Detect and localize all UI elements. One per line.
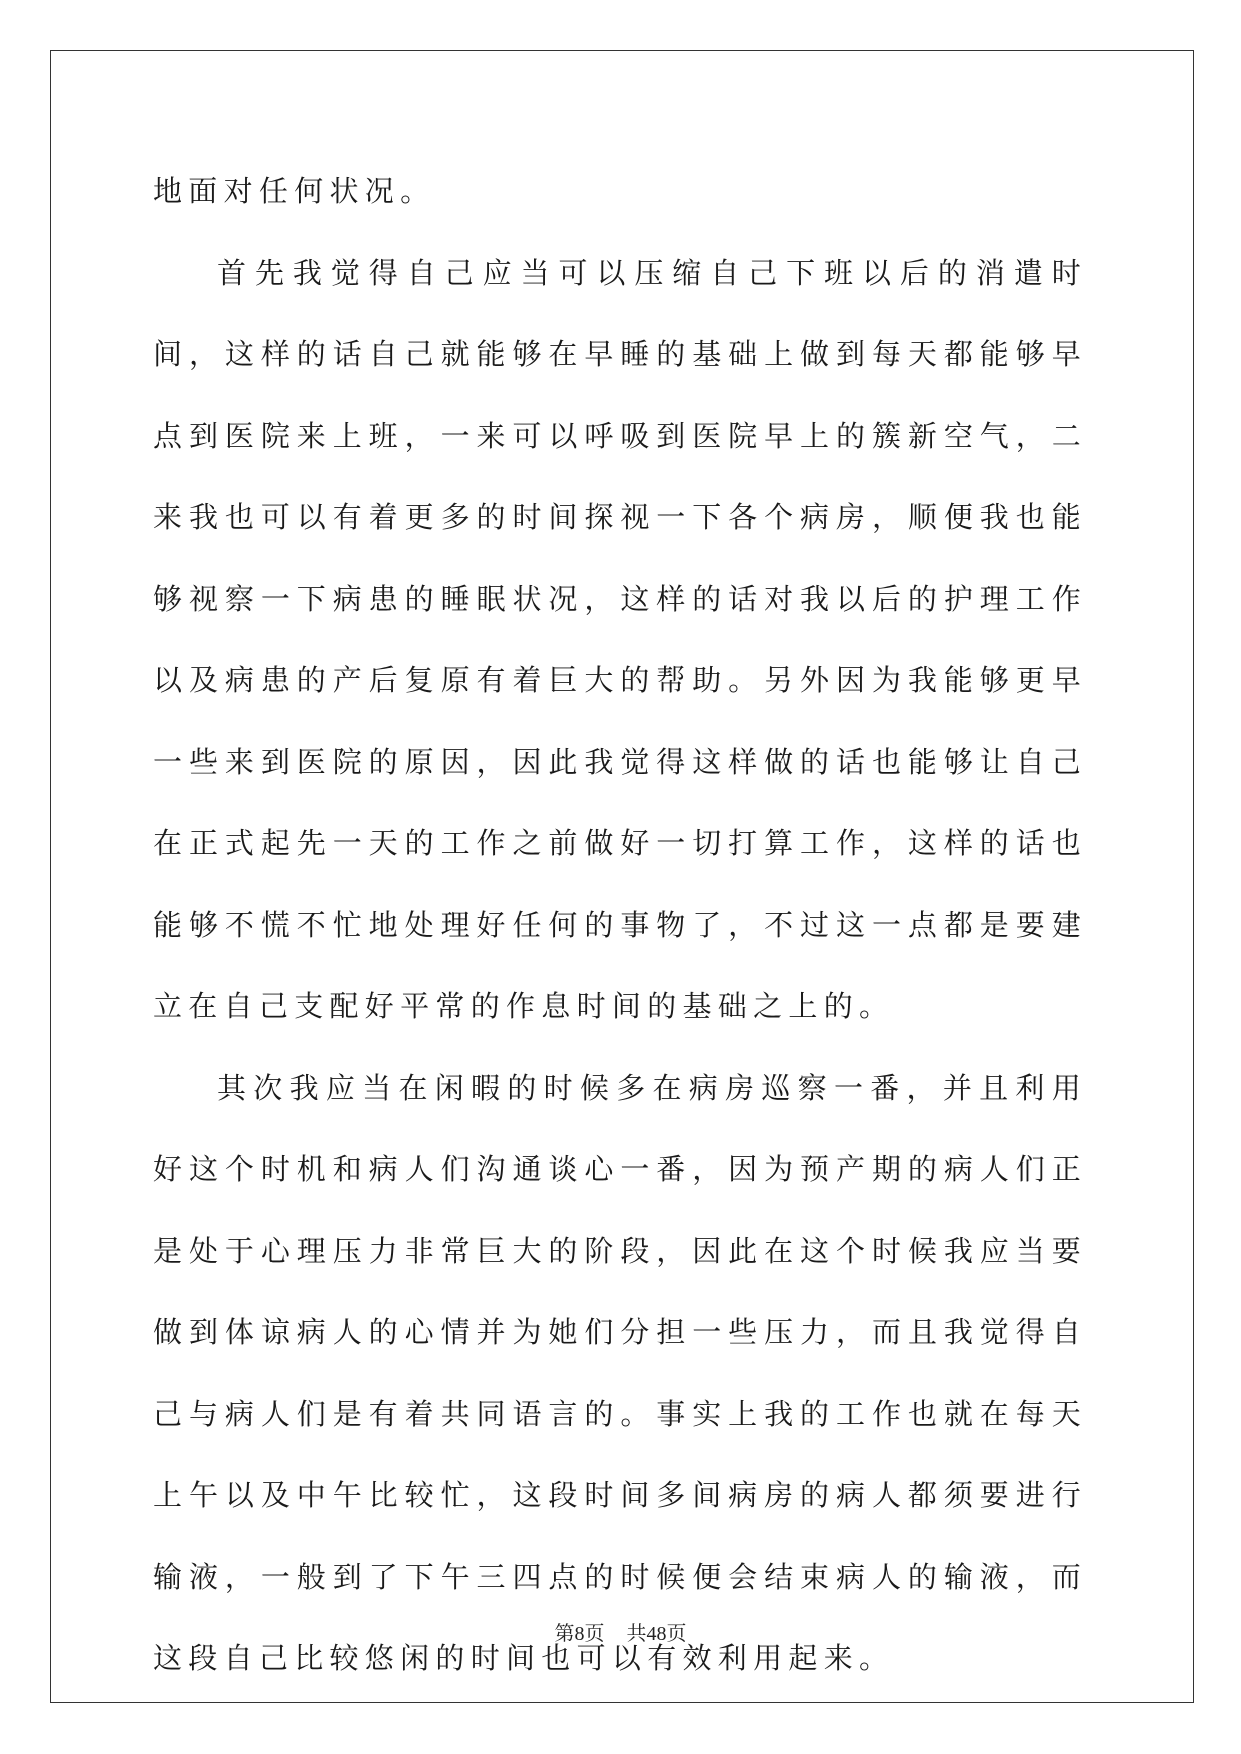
paragraph: 首先我觉得自己应当可以压缩自己下班以后的消遣时间，这样的话自己就能够在早睡的基础上做到每天都能够早点到医院来上班，一来可以呼吸到医院早上的簇新空气，二来我也可以有着更多的时间探视一下各个病房，顺便我也能够视察一下病患的睡眠状况，这样的话对我以后的护理工作以及病患的产后复原有着巨大的帮助。另外因为我能够更早一些来到医院的原因，因此我觉得这样做的话也能够让自己在正式起先一天的工作之前做好一切打算工作，这样的话也能够不慌不忙地处理好任何的事物了，不过这一点都是要建立在自己支配好平常的作息时间的基础之上的。 bbox=[153, 255, 1087, 1023]
page-total: 共48页 bbox=[626, 1623, 687, 1645]
paragraph: 其次我应当在闲暇的时候多在病房巡察一番，并且利用好这个时机和病人们沟通谈心一番，因为预产期的病人们正是处于心理压力非常巨大的阶段，因此在这个时候我应当要做到体谅病人的心情并为她们分担一些压力，而且我觉得自己与病人们是有着共同语言的。事实上我的工作也就在每天上午以及中午比较忙，这段时间多间病房的病人都须要进行输液，一般到了下午三四点的时候便会结束病人的输液，而这段自己比较悠闲的时间也可以有效利用起来。 bbox=[153, 1070, 1087, 1675]
page-footer bbox=[0, 1620, 1241, 1648]
page-number: 第8页 bbox=[554, 1623, 605, 1645]
paragraph: 地面对任何状况。 bbox=[153, 174, 436, 208]
document-body bbox=[153, 152, 1087, 1700]
